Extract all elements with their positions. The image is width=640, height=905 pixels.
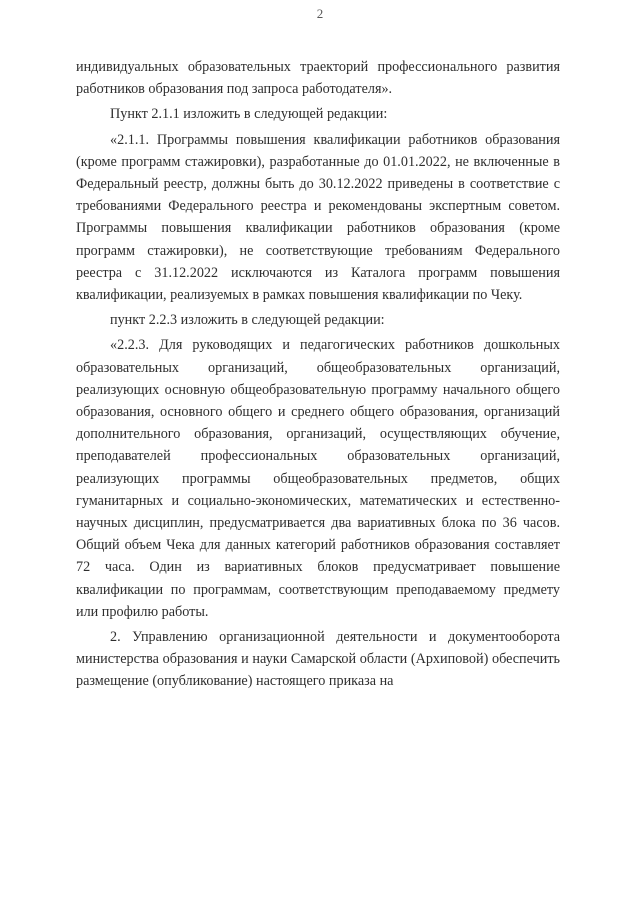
page-number: 2 xyxy=(316,6,324,21)
paragraph-item-2: 2. Управлению организационной деятельности и документооборота министерства образования и науки Самарской области (Архиповой) обеспечить размещение (опубликование) настоящего приказа на xyxy=(76,629,560,690)
paragraph-amendment-2-2-3-text: «2.2.3. Для руководящих и педагогических работников дошкольных образовательных организаций, общеобразовательных организаций, реализующих основную общеобразовательную программу начального общего образования, основного общего и среднего общего образования, организаций дополнительного образования, организаций, осуществляющих обучение, преподавателей профессиональных образовательных организаций, реализующих программы общеобразовательных предметов, общих гуманитарных и социально-экономических, математических и естественно-научных дисциплин, предусматривается два вариативных блока по 36 часов. Общий объем Чека для данных категорий работников образования составляет 72 часа. Один из вариативных блоков предусматривает повышение квалификации по программам, соответствующим преподаваемому предмету или профилю работы. xyxy=(76,337,560,620)
paragraph-amendment-2-1-1-heading: Пункт 2.1.1 изложить в следующей редакции: xyxy=(110,106,388,123)
paragraph-amendment-2-1-1-text: «2.1.1. Программы повышения квалификации работников образования (кроме программ стажировки), разработанные до 01.01.2022, не включенные в Федеральный реестр, должны быть до 30.12.2022 приведены в соответствие с требованиями Федерального реестра и рекомендованы экспертным советом. Программы повышения квалификации работников образования (кроме программ стажировки), не соответствующие требованиям Федерального реестра с 31.12.2022 исключаются из Каталога программ повышения квалификации, реализуемых в рамках повышения квалификации по Чеку. xyxy=(76,131,560,304)
document-body xyxy=(76,56,560,693)
paragraph-amendment-2-2-3-heading: пункт 2.2.3 изложить в следующей редакции: xyxy=(110,312,385,329)
paragraph-continuation: индивидуальных образовательных траекторий профессионального развития работников образования под запроса работодателя». xyxy=(76,59,560,98)
